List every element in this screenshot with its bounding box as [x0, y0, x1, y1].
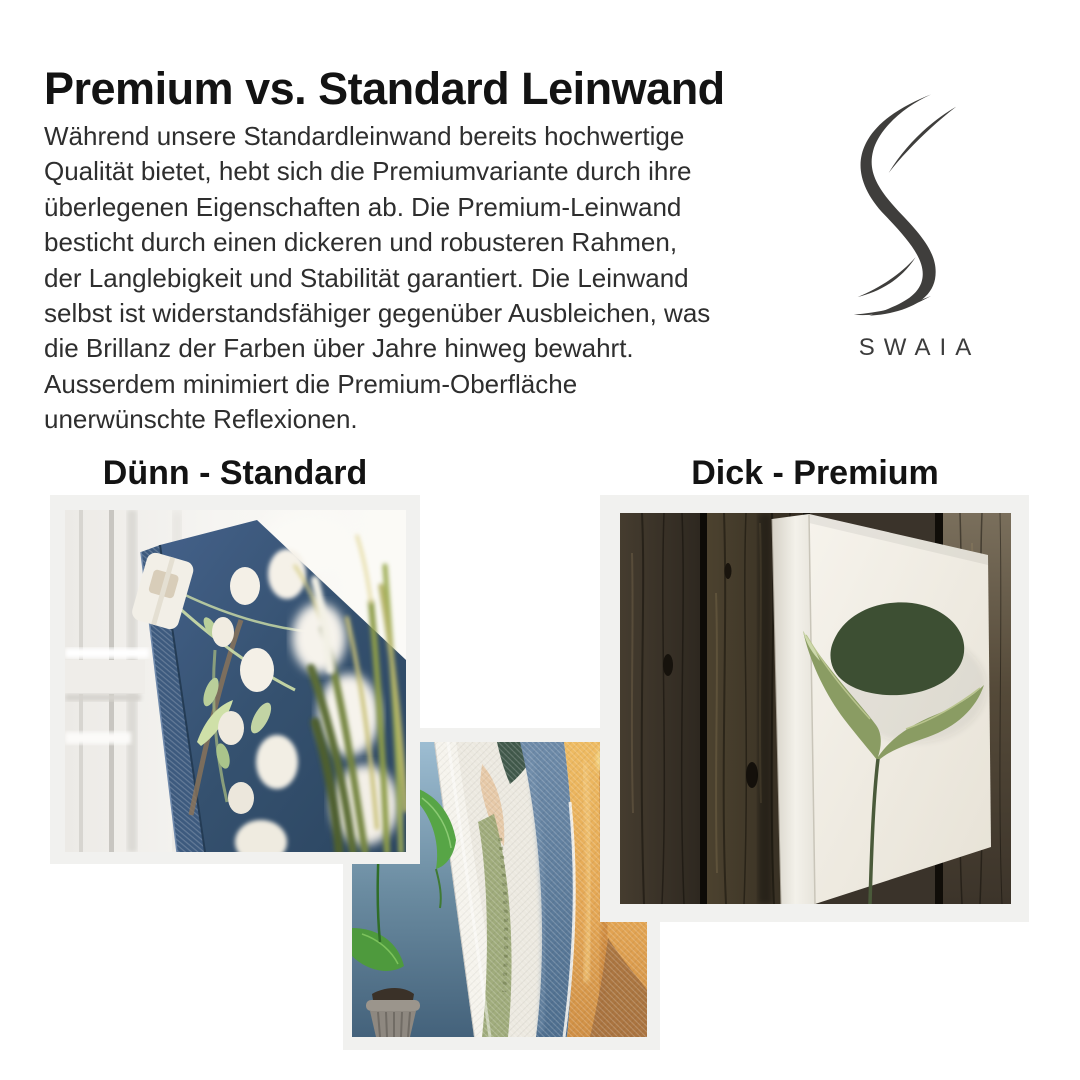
premium-canvas-photo-card: [600, 495, 1029, 922]
intro-line: selbst ist widerstandsfähiger gegenüber Ausbleichen, was: [44, 298, 711, 329]
page-title: Premium vs. Standard Leinwand: [44, 63, 725, 114]
standard-section-label: Dünn - Standard: [102, 454, 368, 492]
thin-standard-canvas-photo: [65, 510, 406, 852]
intro-line: der Langlebigkeit und Stabilität garantiert. Die Leinwand: [44, 262, 689, 293]
intro-line: Ausserdem minimiert die Premium-Oberfläche: [44, 368, 578, 399]
brand-logo: [840, 78, 996, 368]
brand-name: SWAIA: [858, 334, 981, 361]
intro-line: Während unsere Standardleinwand bereits hochwertige: [44, 121, 685, 151]
thick-premium-canvas-photo: [620, 513, 1011, 904]
intro-line: die Brillanz der Farben über Jahre hinweg bewahrt.: [44, 333, 634, 364]
intro-paragraph: [44, 119, 834, 438]
premium-section-label: Dick - Premium: [691, 454, 939, 492]
intro-line: Qualität bietet, hebt sich die Premiumvariante durch ihre: [44, 156, 692, 187]
canvas-shadow: [758, 513, 772, 904]
standard-canvas-photo-card: [50, 495, 420, 864]
intro-line: besticht durch einen dickeren und robusteren Rahmen,: [44, 227, 678, 258]
swaia-s-icon: [848, 80, 993, 318]
intro-line: überlegenen Eigenschaften ab. Die Premium-Leinwand: [44, 191, 682, 222]
intro-line: unerwünschte Reflexionen.: [44, 404, 358, 435]
